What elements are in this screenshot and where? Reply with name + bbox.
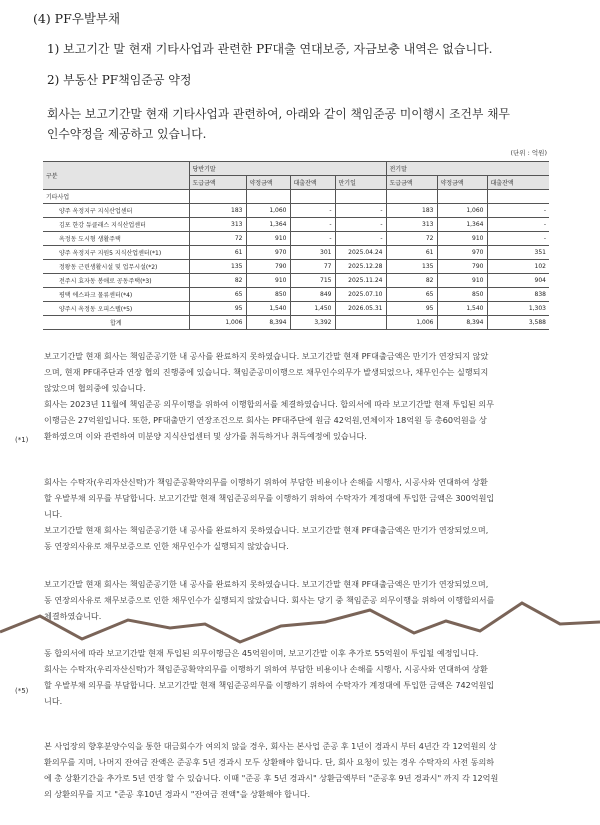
footnote-marker-1: (*1) <box>15 436 29 444</box>
table-cell: 970 <box>246 246 290 260</box>
note-block-4 <box>44 645 564 709</box>
column-header: 만기일 <box>335 176 386 190</box>
paragraph-line: 인수약정을 제공하고 있습니다. <box>47 127 207 141</box>
table-cell: 82 <box>386 274 437 288</box>
table-cell: 82 <box>189 274 246 288</box>
row-label: 전주시 효자동 봉애로 공동주택(*3) <box>43 274 189 288</box>
table-cell: 850 <box>246 288 290 302</box>
table-cell: 95 <box>189 302 246 316</box>
table-cell: 301 <box>290 246 335 260</box>
table-cell: 1,006 <box>189 316 246 330</box>
note-line: 으며, 현재 PF대주단과 연장 협의 진행중에 있습니다. 책임준공미이행으로 채무인수의무가 발생되었으나, 채무인수는 실행되지 <box>44 367 489 377</box>
table-cell: 3,392 <box>290 316 335 330</box>
table-cell: 715 <box>290 274 335 288</box>
table-cell: 135 <box>189 260 246 274</box>
table-cell: - <box>290 218 335 232</box>
note-line: 않았으며 협의중에 있습니다. <box>44 383 146 393</box>
note-line: 환하였으며 이와 관련하여 미분양 지식산업센터 및 상가를 취득하거나 취득예정에 있습니다. <box>44 431 367 441</box>
table-cell: 2026.05.31 <box>335 302 386 316</box>
table-cell: 838 <box>487 288 549 302</box>
note-line: 동 연장의사유로 채무보증으로 인한 채무인수가 실행되지 않았습니다. <box>44 541 289 551</box>
table-cell: 2025.04.24 <box>335 246 386 260</box>
note-line: 회사는 수탁자(우리자산신탁)가 책임준공확약의무를 이행하기 위하여 부담한 비용이나 손해를 시행사, 시공사와 연대하여 상환 <box>44 477 488 487</box>
table-cell: - <box>487 232 549 246</box>
note-line: 니다. <box>44 509 63 519</box>
paragraph-guarantee: 1) 보고기간 말 현재 기타사업과 관련한 PF대출 연대보증, 자금보충 내역은 없습니다. <box>47 42 493 56</box>
table-cell: 850 <box>437 288 487 302</box>
table-cell: 65 <box>386 288 437 302</box>
column-header: 대출잔액 <box>290 176 335 190</box>
row-label: 정왕동 근린생활시설 및 업무시설(*2) <box>43 260 189 274</box>
note-block-5 <box>44 738 564 802</box>
column-header: 도급금액 <box>386 176 437 190</box>
table-cell: 1,540 <box>437 302 487 316</box>
table-cell: 351 <box>487 246 549 260</box>
table-cell: 910 <box>246 232 290 246</box>
note-line: 에 총 상환기간을 추가로 5년 연장 할 수 있습니다. 이때 "준공 후 5년 경과시" 상환금액부터 "준공후 9년 경과시" 까지 각 12억원 <box>44 773 499 783</box>
table-unit: (단위 : 억원) <box>510 149 547 157</box>
table-cell: 790 <box>437 260 487 274</box>
table-cell: 61 <box>386 246 437 260</box>
table-cell: 8,394 <box>437 316 487 330</box>
note-line: 회사는 수탁자(우리자산신탁)가 책임준공확약의무를 이행하기 위하여 부담한 비용이나 손해를 시행사, 시공사와 연대하여 상환 <box>44 664 488 674</box>
column-header: 약정금액 <box>437 176 487 190</box>
table-cell: 95 <box>386 302 437 316</box>
row-label: 김포 한강 듀클래스 지식산업센터 <box>43 218 189 232</box>
table-cell: 102 <box>487 260 549 274</box>
total-label: 합계 <box>43 316 189 330</box>
table-cell: 904 <box>487 274 549 288</box>
note-line: 이행금은 27억원입니다. 또한, PF대출만기 연장조건으로 회사는 PF대주단에 원금 42억원,연체이자 18억원 등 총60억원을 상 <box>44 415 487 425</box>
table-cell: 77 <box>290 260 335 274</box>
table-cell: - <box>290 232 335 246</box>
header-current-period: 당반기말 <box>189 162 386 176</box>
table-cell: - <box>487 218 549 232</box>
header-prior-period: 전기말 <box>386 162 549 176</box>
row-label: 평택 에스파크 물류센터(*4) <box>43 288 189 302</box>
category-label: 기타사업 <box>43 190 189 204</box>
note-line: 보고기간말 현재 회사는 책임준공기한 내 공사를 완료하지 못하였습니다. 보고기간말 현재 PF대출금액은 만기가 연장되지 않았 <box>44 351 489 361</box>
footnote-marker-5: (*5) <box>15 687 29 695</box>
row-label: 양주 옥정지구 지원5 지식산업센터(*1) <box>43 246 189 260</box>
table-cell: 1,450 <box>290 302 335 316</box>
column-header: 약정금액 <box>246 176 290 190</box>
table-cell: 183 <box>189 204 246 218</box>
table-cell: 61 <box>189 246 246 260</box>
table-cell: - <box>290 204 335 218</box>
section-title: (4) PF우발부채 <box>33 11 121 26</box>
table-cell: 135 <box>386 260 437 274</box>
note-line: 할 우발부채 의무를 부담합니다. 보고기간말 현재 책임준공의무를 이행하기 위하여 수탁자가 계정대에 투입한 금액은 300억원입 <box>44 493 495 503</box>
note-line: 동 합의서에 따라 보고기간말 현재 투입된 의무이행금은 45억원이며, 보고기간말 이후 추가로 55억원이 투입될 예정입니다. <box>44 648 479 658</box>
paragraph-line: 회사는 보고기간말 현재 기타사업과 관련하여, 아래와 같이 책임준공 미이행시 조건부 채무 <box>47 107 510 121</box>
table-cell: 1,060 <box>246 204 290 218</box>
note-line: 보고기간말 현재 회사는 책임준공기한 내 공사를 완료하지 못하였습니다. 보고기간말 현재 PF대출금액은 만기가 연장되었으며, <box>44 579 489 589</box>
column-header: 도급금액 <box>189 176 246 190</box>
table-cell: 970 <box>437 246 487 260</box>
table-cell: - <box>487 204 549 218</box>
table-cell: 2025.11.24 <box>335 274 386 288</box>
table-cell: 1,303 <box>487 302 549 316</box>
table-cell: 910 <box>246 274 290 288</box>
table-cell: - <box>335 218 386 232</box>
table-cell: 790 <box>246 260 290 274</box>
note-line: 보고기간말 현재 회사는 책임준공기한 내 공사를 완료하지 못하였습니다. 보고기간말 현재 PF대출금액은 만기가 연장되었으며, <box>44 525 489 535</box>
note-line: 동 연장의사유로 채무보증으로 인한 채무인수가 실행되지 않았습니다. 회사는 당기 중 책임준공 의무이행을 위하여 이행합의서를 <box>44 595 495 605</box>
note-line: 할 우발부채 의무를 부담합니다. 보고기간말 현재 책임준공의무를 이행하기 위하여 수탁자가 계정대에 투입한 금액은 742억원입 <box>44 680 495 690</box>
table-cell: 72 <box>189 232 246 246</box>
table-cell: 1,006 <box>386 316 437 330</box>
row-label: 양주시 옥정동 오피스텔(*5) <box>43 302 189 316</box>
table-cell: 1,060 <box>437 204 487 218</box>
note-line: 체결하였습니다. <box>44 611 102 621</box>
column-header: 대출잔액 <box>487 176 549 190</box>
note-line: 니다. <box>44 696 63 706</box>
table-cell: 1,364 <box>246 218 290 232</box>
table-cell: 849 <box>290 288 335 302</box>
table-cell: 313 <box>386 218 437 232</box>
table-cell: 910 <box>437 274 487 288</box>
row-label: 양주 옥정지구 지식산업센터 <box>43 204 189 218</box>
note-line: 회사는 2023년 11월에 책임준공 의무이행을 위하여 이행합의서를 체결하였습니다. 합의서에 따라 보고기간말 현재 투입된 의무 <box>44 399 495 409</box>
table-cell: 183 <box>386 204 437 218</box>
table-cell: 2025.12.28 <box>335 260 386 274</box>
table-cell: 3,588 <box>487 316 549 330</box>
header-group-label: 구분 <box>43 162 189 190</box>
note-line: 본 사업장의 향후분양수익을 통한 대금회수가 여의치 않을 경우, 회사는 본사업 준공 후 1년이 경과시 부터 4년간 각 12억원의 상 <box>44 741 497 751</box>
paragraph-pf-heading: 2) 부동산 PF책임준공 약정 <box>47 73 192 87</box>
table-cell: - <box>335 204 386 218</box>
table-cell: 8,394 <box>246 316 290 330</box>
note-line: 환의무를 지며, 나머지 잔여금 잔액은 준공후 5년 경과시 모두 상환해야 합니다. 단, 회사 요청이 있는 경우 수탁자의 사전 동의하 <box>44 757 495 767</box>
note-line: 의 상환의무를 지고 "준공 후10년 경과시 "잔여금 전액"을 상환해야 합니다. <box>44 789 311 799</box>
table-cell: - <box>335 232 386 246</box>
row-label: 옥정동 도시형 생활주택 <box>43 232 189 246</box>
table-cell: 910 <box>437 232 487 246</box>
table-cell: 1,364 <box>437 218 487 232</box>
table-cell: 65 <box>189 288 246 302</box>
table-cell: 72 <box>386 232 437 246</box>
table-cell: 313 <box>189 218 246 232</box>
table-cell: 2025.07.10 <box>335 288 386 302</box>
table-cell: 1,540 <box>246 302 290 316</box>
